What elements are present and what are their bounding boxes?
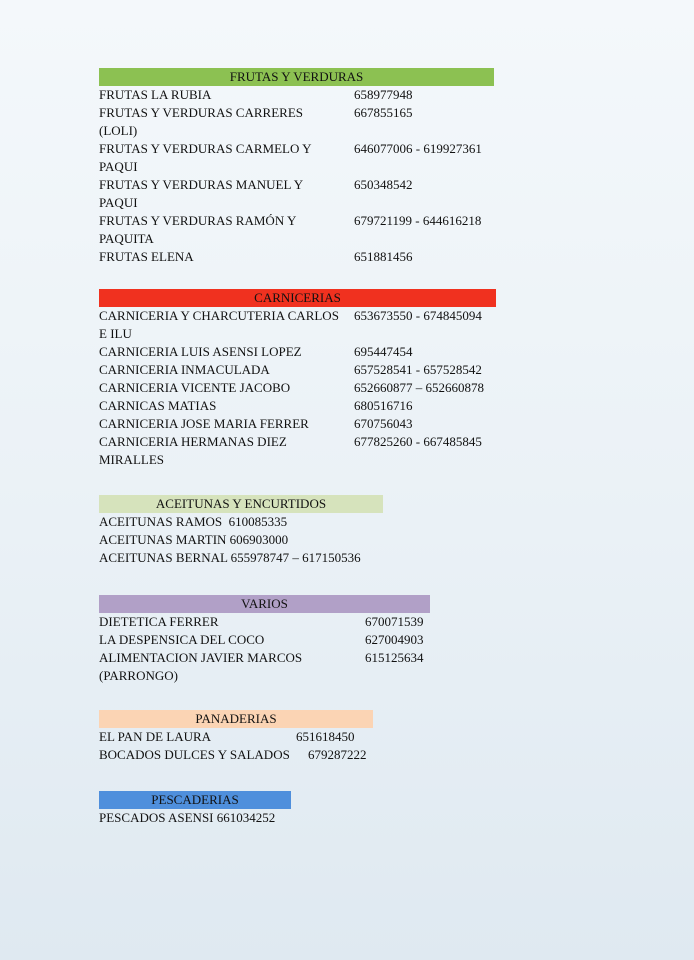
entry-name: CARNICERIA LUIS ASENSI LOPEZ <box>99 344 302 359</box>
entry-phone: 695447454 <box>354 344 413 359</box>
list-item <box>99 415 496 433</box>
entry-name: CARNICERIA VICENTE JACOBO <box>99 380 291 395</box>
list-item <box>99 379 496 397</box>
entry-name: LA DESPENSICA DEL COCO <box>99 632 265 647</box>
list-item <box>99 631 430 649</box>
entry-name: CARNICERIA Y CHARCUTERIA CARLOS E ILU <box>99 308 339 341</box>
entry-name: FRUTAS Y VERDURAS MANUEL Y PAQUI <box>99 177 303 210</box>
entry-phone: 677825260 - 667485845 <box>354 434 482 449</box>
entry-name: EL PAN DE LAURA <box>99 729 212 744</box>
section-carnicerias <box>99 289 496 469</box>
entry-name: FRUTAS Y VERDURAS RAMÓN Y PAQUITA <box>99 213 296 246</box>
list-item: ACEITUNAS MARTIN 606903000 <box>99 532 289 547</box>
list-item <box>99 212 494 248</box>
section-header: ACEITUNAS Y ENCURTIDOS <box>99 495 383 513</box>
entry-phone: 657528541 - 657528542 <box>354 362 482 377</box>
entry-name: CARNICERIA HERMANAS DIEZ MIRALLES <box>99 434 287 467</box>
entry-name: FRUTAS LA RUBIA <box>99 87 212 102</box>
list-item: ACEITUNAS BERNAL 655978747 – 617150536 <box>99 550 361 565</box>
list-item <box>99 140 494 176</box>
section-pescaderias <box>99 791 291 827</box>
section-header: FRUTAS Y VERDURAS <box>99 68 494 86</box>
entry-phone: 667855165 <box>354 105 413 120</box>
entry-phone: 627004903 <box>365 632 424 647</box>
entry-phone: 653673550 - 674845094 <box>354 308 482 323</box>
list-item <box>99 746 373 764</box>
entry-phone: 679721199 - 644616218 <box>354 213 482 228</box>
list-item <box>99 104 494 140</box>
list-item <box>99 649 430 685</box>
section-panaderias <box>99 710 373 764</box>
entry-phone: 651618450 <box>296 729 355 744</box>
list-item: PESCADOS ASENSI 661034252 <box>99 810 276 825</box>
entry-name: DIETETICA FERRER <box>99 614 219 629</box>
list-item <box>99 361 496 379</box>
entry-phone: 679287222 <box>308 747 367 762</box>
entry-phone: 615125634 <box>365 650 424 665</box>
list-item: ACEITUNAS RAMOS 610085335 <box>99 514 288 529</box>
entry-name: FRUTAS ELENA <box>99 249 194 264</box>
entry-phone: 670756043 <box>354 416 413 431</box>
section-aceitunas-y-encurtidos <box>99 495 383 567</box>
section-header: PESCADERIAS <box>99 791 291 809</box>
entry-phone: 646077006 - 619927361 <box>354 141 482 156</box>
list-item <box>99 307 496 343</box>
entry-name: FRUTAS Y VERDURAS CARMELO Y PAQUI <box>99 141 312 174</box>
entry-name: CARNICERIA INMACULADA <box>99 362 270 377</box>
entry-name: ALIMENTACION JAVIER MARCOS (PARRONGO) <box>99 650 303 683</box>
entry-phone: 670071539 <box>365 614 424 629</box>
section-header: VARIOS <box>99 595 430 613</box>
entry-phone: 650348542 <box>354 177 413 192</box>
section-header: CARNICERIAS <box>99 289 496 307</box>
entry-phone: 680516716 <box>354 398 413 413</box>
entry-name: CARNICERIA JOSE MARIA FERRER <box>99 416 309 431</box>
list-item <box>99 397 496 415</box>
entry-name: CARNICAS MATIAS <box>99 398 217 413</box>
section-varios <box>99 595 430 685</box>
list-item <box>99 86 494 104</box>
list-item <box>99 176 494 212</box>
entry-phone: 651881456 <box>354 249 413 264</box>
entry-name: BOCADOS DULCES Y SALADOS <box>99 747 290 762</box>
list-item <box>99 433 496 469</box>
section-header: PANADERIAS <box>99 710 373 728</box>
list-item <box>99 613 430 631</box>
entry-phone: 652660877 – 652660878 <box>354 380 484 395</box>
list-item <box>99 248 494 266</box>
entry-name: FRUTAS Y VERDURAS CARRERES (LOLI) <box>99 105 303 138</box>
list-item <box>99 728 373 746</box>
list-item <box>99 343 496 361</box>
entry-phone: 658977948 <box>354 87 413 102</box>
section-frutas-y-verduras <box>99 68 494 266</box>
